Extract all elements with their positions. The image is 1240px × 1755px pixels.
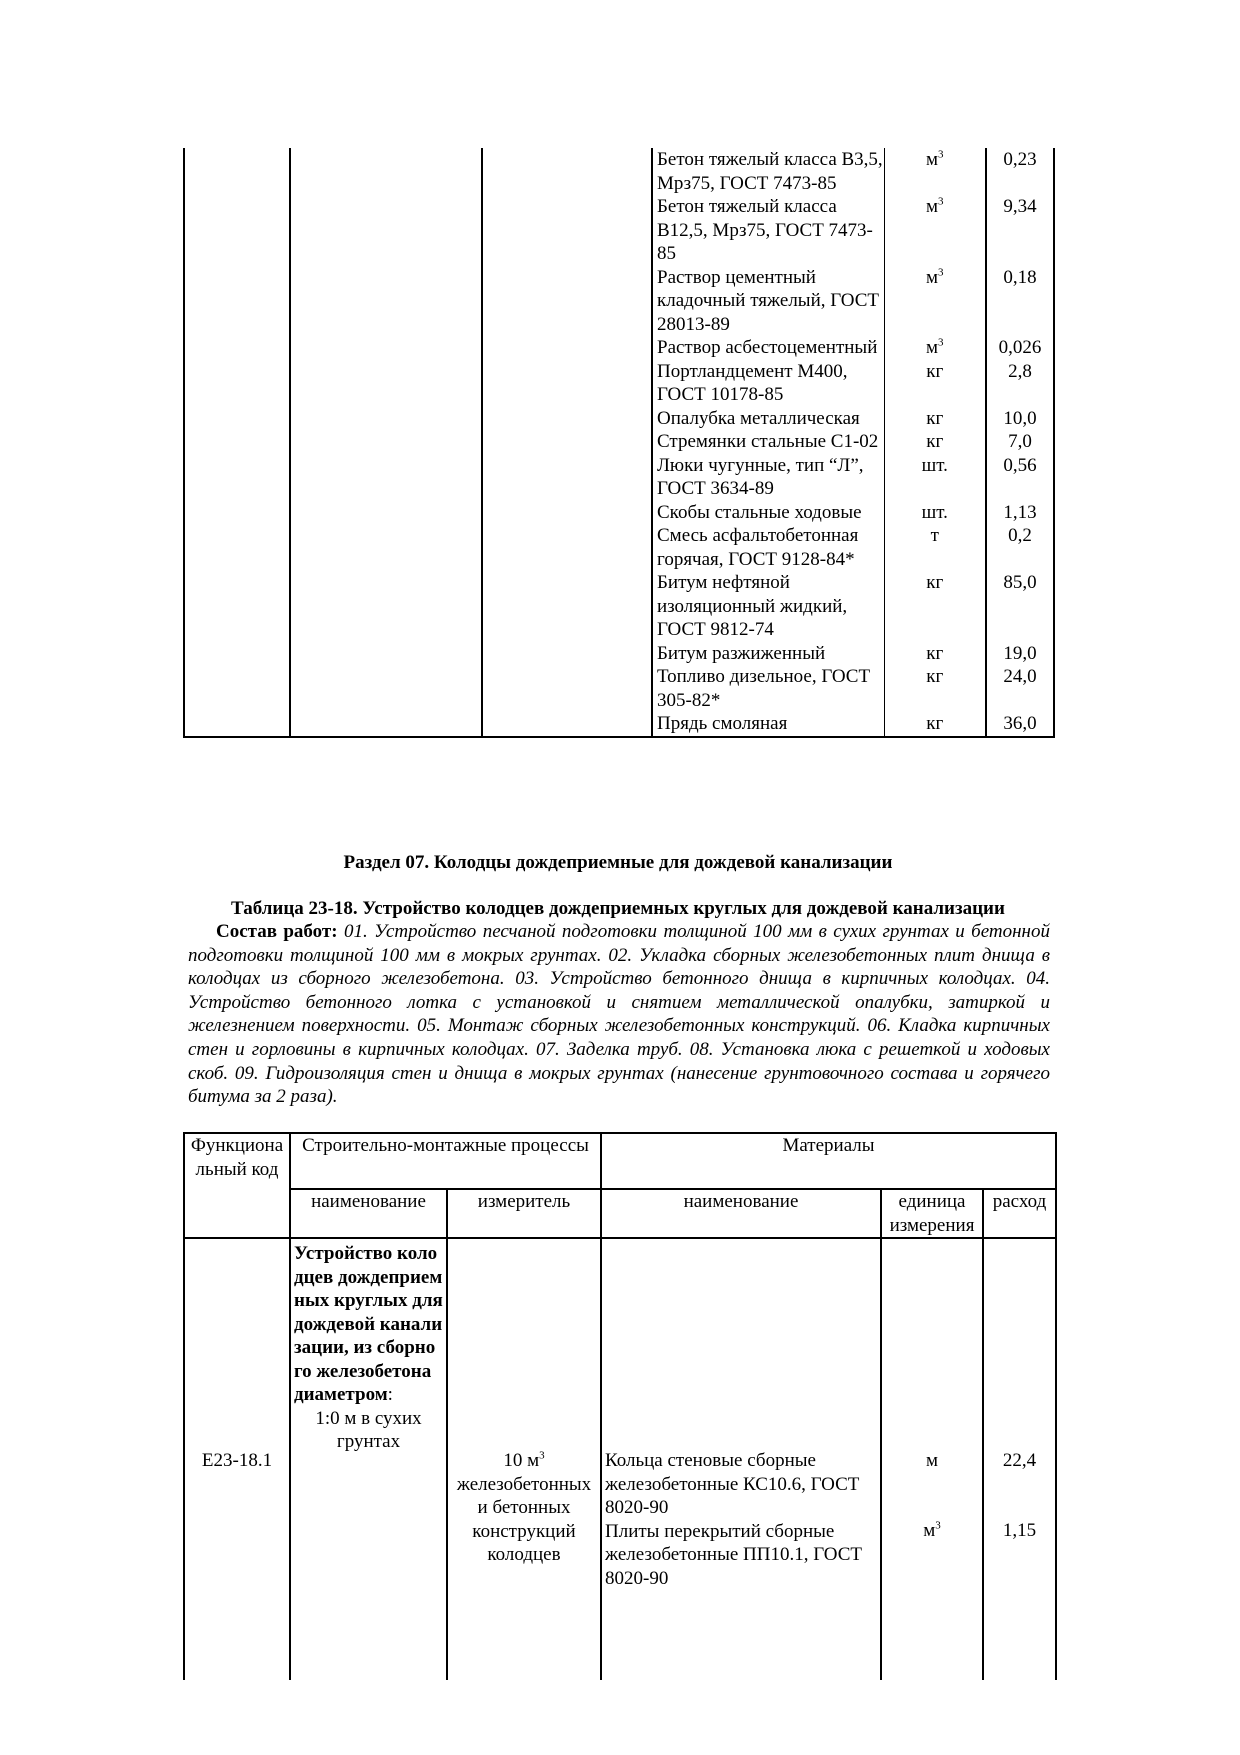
empty-process-name-cell: [290, 407, 482, 431]
header-processes: Строительно-монтажные процессы: [290, 1133, 601, 1189]
empty-process-name-cell: [290, 148, 482, 195]
material-qty: 0,56: [986, 454, 1054, 501]
material-units: [881, 1238, 983, 1680]
empty-process-meter-cell: [482, 195, 652, 266]
header-functional-code: Функциональный код: [184, 1133, 290, 1238]
table-row: [184, 266, 1054, 337]
table-title: Таблица 23-18. Устройство колодцев дождеприемных круглых для дождевой канализации: [231, 898, 1005, 919]
material-unit: шт.: [884, 454, 986, 501]
empty-code-cell: [184, 266, 290, 337]
empty-code-cell: [184, 665, 290, 712]
table-row: [184, 665, 1054, 712]
material-qty: 7,0: [986, 430, 1054, 454]
composition-text: 01. Устройство песчаной подготовки толщиной 100 мм в сухих грунтах и бетонной подготовки толщиной 100 мм в мокрых грунтах. 02. Укладка сборных железобетонных плит днища в колодцах из сборного железобетона. 03. Устройство бетонного днища в кирпичных колодцах. 04. Устройство бетонного лотка с установкой и снятием металлической опалубки, затиркой и железнением поверхности. 05. Монтаж сборных железобетонных конструкций. 06. Кладка кирпичных стен и горловины в кирпичных колодцах. 07. Заделка труб. 08. Установка люка с решеткой и ходовых скоб. 09. Гидроизоляция стен и днища в мокрых грунтах (нанесение грунтовочного состава и горячего битума за 2 раза).: [188, 921, 1050, 1108]
functional-code: Е23-18.1: [184, 1238, 290, 1680]
material-names: [601, 1238, 881, 1680]
material-unit: кг: [884, 712, 986, 737]
empty-code-cell: [184, 454, 290, 501]
empty-code-cell: [184, 336, 290, 360]
material-name: Битум разжиженный: [652, 642, 884, 666]
empty-process-name-cell: [290, 360, 482, 407]
material-qty: 0,18: [986, 266, 1054, 337]
material-qty: 22,4: [1002, 1450, 1037, 1471]
composition-label: Состав работ:: [216, 921, 338, 942]
empty-process-name-cell: [290, 642, 482, 666]
empty-process-meter-cell: [482, 454, 652, 501]
empty-process-meter-cell: [482, 360, 652, 407]
empty-process-meter-cell: [482, 148, 652, 195]
empty-code-cell: [184, 501, 290, 525]
material-name: Стремянки стальные С1-02: [652, 430, 884, 454]
empty-process-meter-cell: [482, 266, 652, 337]
material-name: Топливо дизельное, ГОСТ 305-82*: [652, 665, 884, 712]
empty-code-cell: [184, 360, 290, 407]
material-unit: кг: [884, 407, 986, 431]
material-qty: 2,8: [986, 360, 1054, 407]
empty-code-cell: [184, 430, 290, 454]
empty-process-meter-cell: [482, 336, 652, 360]
table-row: [184, 1238, 1056, 1680]
norms-table-23-18: [183, 1132, 1057, 1680]
empty-process-name-cell: [290, 430, 482, 454]
empty-process-meter-cell: [482, 665, 652, 712]
empty-code-cell: [184, 195, 290, 266]
empty-process-name-cell: [290, 501, 482, 525]
material-name: Портландцемент М400, ГОСТ 10178-85: [652, 360, 884, 407]
empty-process-name-cell: [290, 712, 482, 737]
material-name: Смесь асфальтобетонная горячая, ГОСТ 9128-84*: [652, 524, 884, 571]
empty-process-name-cell: [290, 571, 482, 642]
empty-process-meter-cell: [482, 642, 652, 666]
material-qty: 85,0: [986, 571, 1054, 642]
material-name: Прядь смоляная: [652, 712, 884, 737]
material-name: Кольца стеновые сборные железобетонные КС10.6, ГОСТ 8020-90: [605, 1450, 860, 1518]
material-unit: $м^3$: [923, 1519, 941, 1541]
work-composition: [188, 920, 1050, 1109]
material-unit: кг: [884, 571, 986, 642]
empty-process-name-cell: [290, 524, 482, 571]
process-name-cell: [290, 1238, 447, 1680]
material-unit: т: [884, 524, 986, 571]
empty-code-cell: [184, 571, 290, 642]
table-row: [184, 360, 1054, 407]
material-qtys: [983, 1238, 1056, 1680]
empty-code-cell: [184, 712, 290, 737]
empty-code-cell: [184, 642, 290, 666]
material-name: Битум нефтяной изоляционный жидкий, ГОСТ 9812-74: [652, 571, 884, 642]
material-name: Бетон тяжелый класса В3,5, Мрз75, ГОСТ 7473-85: [652, 148, 884, 195]
empty-process-meter-cell: [482, 430, 652, 454]
material-qty: 0,026: [986, 336, 1054, 360]
process-meter: 10 $м^3$ железобетонных и бетонных конструкций колодцев: [447, 1238, 601, 1680]
material-qty: 10,0: [986, 407, 1054, 431]
empty-code-cell: [184, 148, 290, 195]
material-unit: кг: [884, 642, 986, 666]
material-name: Бетон тяжелый класса В12,5, Мрз75, ГОСТ 7473-85: [652, 195, 884, 266]
material-qty: 0,23: [986, 148, 1054, 195]
group-title: Устройство колодцев дождеприемных круглых для дождевой канализации, из сборного железобетона диаметром:: [294, 1243, 443, 1405]
empty-code-cell: [184, 524, 290, 571]
material-unit: $м^3$: [884, 266, 986, 337]
material-name: Раствор цементный кладочный тяжелый, ГОСТ 28013-89: [652, 266, 884, 337]
section-title: Раздел 07. Колодцы дождеприемные для дождевой канализации: [343, 852, 893, 873]
material-qty: 1,13: [986, 501, 1054, 525]
table-row: [184, 642, 1054, 666]
material-qty: 1,15: [1002, 1520, 1037, 1541]
material-name: Люки чугунные, тип “Л”, ГОСТ 3634-89: [652, 454, 884, 501]
empty-process-meter-cell: [482, 407, 652, 431]
material-unit: кг: [884, 360, 986, 407]
table-row: [184, 712, 1054, 737]
empty-process-meter-cell: [482, 571, 652, 642]
material-unit: м: [925, 1450, 939, 1471]
material-unit: $м^3$: [884, 336, 986, 360]
material-unit: $м^3$: [884, 148, 986, 195]
material-qty: 19,0: [986, 642, 1054, 666]
table-row: [184, 501, 1054, 525]
empty-process-name-cell: [290, 195, 482, 266]
header-process-meter: измеритель: [447, 1189, 601, 1238]
table-row: [184, 430, 1054, 454]
table-row: [184, 407, 1054, 431]
process-subitem: 1:0 м в сухих грунтах: [315, 1407, 422, 1452]
table-row: [184, 571, 1054, 642]
empty-process-name-cell: [290, 454, 482, 501]
empty-process-name-cell: [290, 266, 482, 337]
material-name: Плиты перекрытий сборные железобетонные ПП10.1, ГОСТ 8020-90: [605, 1520, 862, 1589]
empty-process-meter-cell: [482, 501, 652, 525]
material-unit: кг: [884, 430, 986, 454]
material-unit: шт.: [884, 501, 986, 525]
header-process-name: наименование: [290, 1189, 447, 1238]
material-qty: 24,0: [986, 665, 1054, 712]
table-row: [184, 454, 1054, 501]
empty-code-cell: [184, 407, 290, 431]
header-material-unit: единица измерения: [881, 1189, 983, 1238]
table-row: [184, 336, 1054, 360]
empty-process-name-cell: [290, 336, 482, 360]
table-row: [184, 195, 1054, 266]
material-qty: 0,2: [986, 524, 1054, 571]
empty-process-meter-cell: [482, 712, 652, 737]
material-unit: $м^3$: [884, 195, 986, 266]
materials-continued-table: [183, 148, 1055, 738]
material-unit: кг: [884, 665, 986, 712]
material-name: Опалубка металлическая: [652, 407, 884, 431]
material-name: Раствор асбестоцементный: [652, 336, 884, 360]
header-material-name: наименование: [601, 1189, 881, 1238]
empty-process-meter-cell: [482, 524, 652, 571]
table-row: [184, 524, 1054, 571]
table-row: [184, 148, 1054, 195]
material-qty: 9,34: [986, 195, 1054, 266]
material-qty: 36,0: [986, 712, 1054, 737]
material-name: Скобы стальные ходовые: [652, 501, 884, 525]
empty-process-name-cell: [290, 665, 482, 712]
header-material-qty: расход: [983, 1189, 1056, 1238]
header-materials: Материалы: [601, 1133, 1056, 1189]
